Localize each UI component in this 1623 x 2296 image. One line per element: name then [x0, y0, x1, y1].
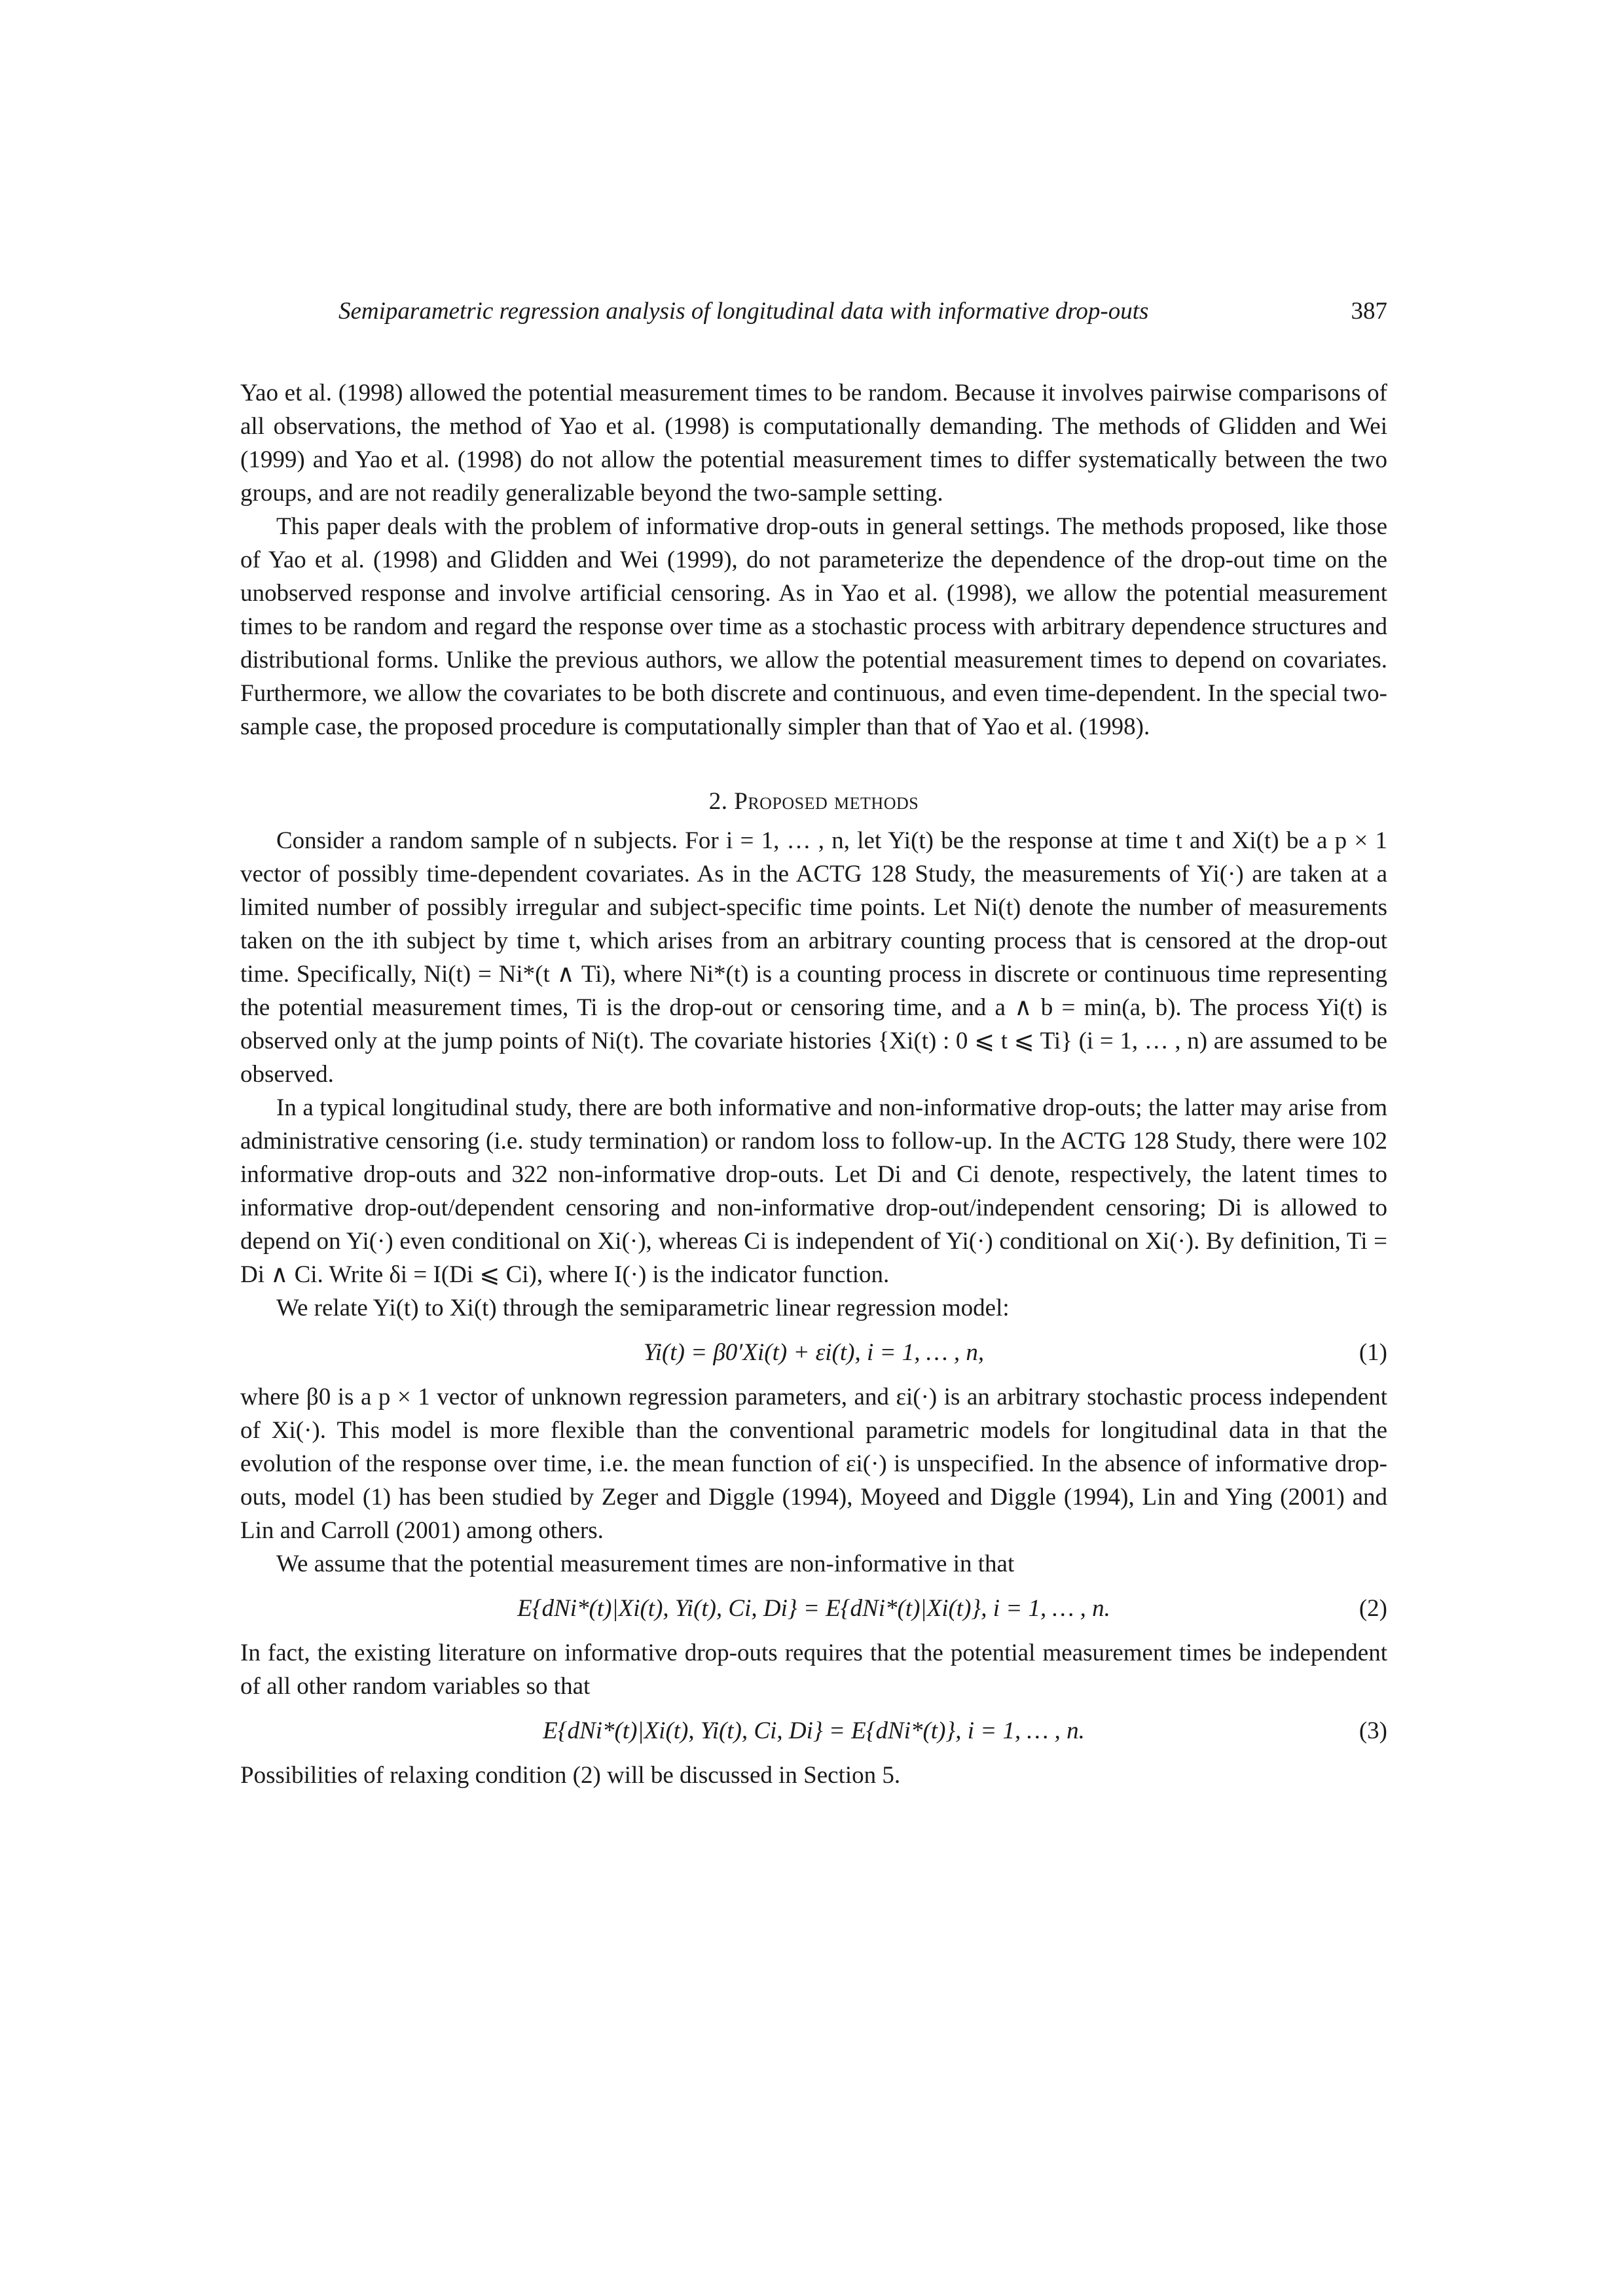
equation-2-body: E{dNi*(t)|Xi(t), Yi(t), Ci, Di} = E{dNi*(t)|Xi(t)}, i = 1, … , n. [517, 1595, 1110, 1622]
section-number: 2. [708, 788, 728, 815]
section-paragraph-3: We relate Yi(t) to Xi(t) through the semiparametric linear regression model: [276, 1295, 1010, 1321]
intro-paragraph-1: Yao et al. (1998) allowed the potential measurement times to be random. Because it involves pairwise comparisons of all observations, the method of Yao et al. (1998) is computationally demanding. The methods of Glidden and Wei (1999) and Yao et al. (1998) do not allow the potential measurement times to differ systematically between the two groups, and are not readily generalizable beyond the two-sample setting. [240, 380, 1387, 507]
section-paragraph-5: We assume that the potential measurement times are non-informative in that [276, 1551, 1015, 1577]
equation-3 [240, 1714, 1387, 1748]
equation-1-number: (1) [1359, 1339, 1387, 1366]
article-body [240, 376, 1387, 1792]
equation-3-number: (3) [1359, 1717, 1387, 1744]
section-paragraph-7: Possibilities of relaxing condition (2) will be discussed in Section 5. [240, 1762, 901, 1789]
section-paragraph-2: In a typical longitudinal study, there are both informative and non-informative drop-outs; the latter may arise from administrative censoring (i.e. study termination) or random loss to follow-up. In the ACTG 128 Study, there were 102 informative drop-outs and 322 non-informative drop-outs. Let Di and Ci denote, respectively, the latent times to informative drop-out/dependent censoring and non-informative drop-out/independent censoring; Di is allowed to depend on Yi(·) even conditional on Xi(·), whereas Ci is independent of Yi(·) conditional on Xi(·). By definition, Ti = Di ∧ Ci. Write δi = I(Di ⩽ Ci), where I(·) is the indicator function. [240, 1094, 1387, 1288]
page-number: 387 [1351, 298, 1387, 325]
intro-paragraph-2: This paper deals with the problem of informative drop-outs in general settings. The methods proposed, like those of Yao et al. (1998) and Glidden and Wei (1999), do not parameterize the dependence of the drop-out time on the unobserved response and involve artificial censoring. As in Yao et al. (1998), we allow the potential measurement times to be random and regard the response over time as a stochastic process with arbitrary dependence structures and distributional forms. Unlike the previous authors, we allow the potential measurement times to depend on covariates. Furthermore, we allow the covariates to be both discrete and continuous, and even time-dependent. In the special two-sample case, the proposed procedure is computationally simpler than that of Yao et al. (1998). [240, 513, 1387, 740]
equation-2-number: (2) [1359, 1595, 1387, 1622]
equation-2 [240, 1592, 1387, 1625]
equation-1 [240, 1336, 1387, 1369]
section-heading [240, 785, 1387, 818]
section-paragraph-4: where β0 is a p × 1 vector of unknown regression parameters, and εi(·) is an arbitrary stochastic process independent of Xi(·). This model is more flexible than the conventional parametric models for longitudinal data in that the evolution of the response over time, i.e. the mean function of εi(·) is unspecified. In the absence of informative drop-outs, model (1) has been studied by Zeger and Diggle (1994), Moyeed and Diggle (1994), Lin and Ying (2001) and Lin and Carroll (2001) among others. [240, 1384, 1387, 1544]
equation-1-body: Yi(t) = β0′Xi(t) + εi(t), i = 1, … , n, [643, 1339, 985, 1366]
section-title: Proposed methods [734, 788, 919, 815]
section-paragraph-1: Consider a random sample of n subjects. For i = 1, … , n, let Yi(t) be the response at time t and Xi(t) be a p × 1 vector of possibly time-dependent covariates. As in the ACTG 128 Study, the measurements of Yi(·) are taken at a limited number of possibly irregular and subject-specific time points. Let Ni(t) denote the number of measurements taken on the ith subject by time t, which arises from an arbitrary counting process that is censored at the drop-out time. Specifically, Ni(t) = Ni*(t ∧ Ti), where Ni*(t) is a counting process in discrete or continuous time representing the potential measurement times, Ti is the drop-out or censoring time, and a ∧ b = min(a, b). The process Yi(t) is observed only at the jump points of Ni(t). The covariate histories {Xi(t) : 0 ⩽ t ⩽ Ti} (i = 1, … , n) are assumed to be observed. [240, 827, 1387, 1088]
section-paragraph-6: In fact, the existing literature on informative drop-outs requires that the potential measurement times be independent of all other random variables so that [240, 1640, 1387, 1700]
equation-3-body: E{dNi*(t)|Xi(t), Yi(t), Ci, Di} = E{dNi*(t)}, i = 1, … , n. [543, 1717, 1085, 1744]
running-title: Semiparametric regression analysis of longitudinal data with informative drop-outs [338, 298, 1149, 325]
